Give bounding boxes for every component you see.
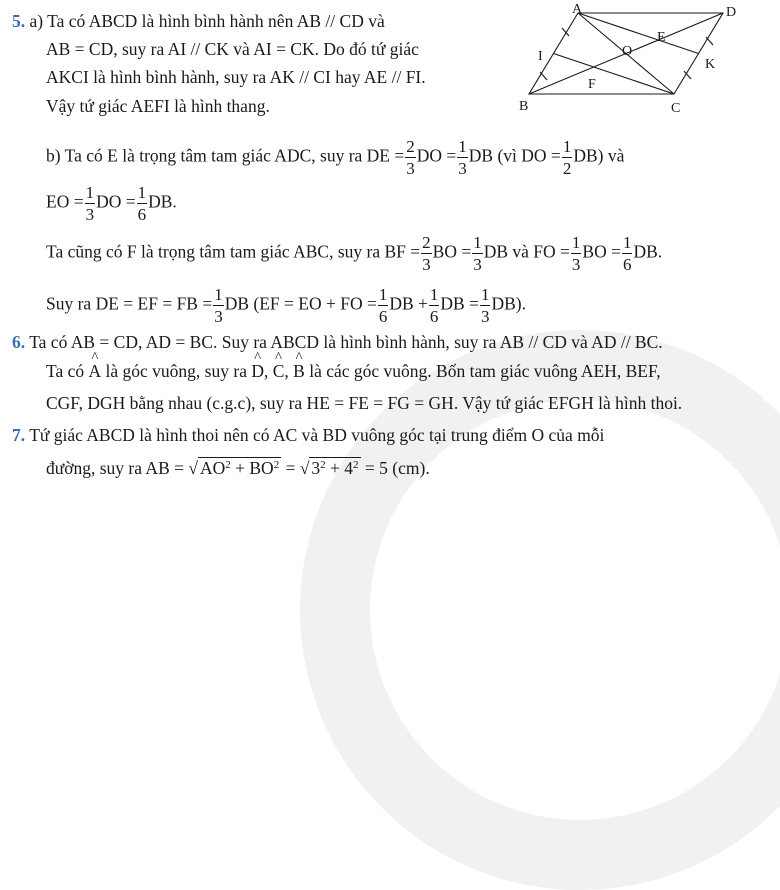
tick-dk — [706, 37, 713, 45]
p5-line-4: Vậy tứ giác AEFI là hình thang. — [46, 96, 270, 116]
label-o: O — [622, 44, 633, 59]
label-b: B — [519, 99, 529, 114]
p5-number: 5. — [12, 11, 26, 31]
label-k: K — [705, 57, 716, 72]
segment-ic — [554, 54, 675, 95]
fraction-1-3: $\frac{1}{3}$ — [480, 285, 490, 326]
label-i: I — [538, 49, 543, 64]
fraction-1-3: $\frac{1}{3}$ — [571, 233, 581, 274]
label-d: D — [726, 5, 737, 20]
p5-line-1 — [12, 10, 385, 32]
fraction-1-6: $\frac{1}{6}$ — [378, 285, 388, 326]
p5-line-2: AB = CD, suy ra AI // CK và AI = CK. Do đó tứ giác — [46, 39, 419, 59]
p5-eo-line: EO = $\frac{1}{3}$ DO = $\frac{1}{6}$ DB. — [46, 183, 177, 224]
fraction-1-3: $\frac{1}{3}$ — [473, 233, 482, 274]
p5-conclusion-line: Suy ra DE = EF = FB = $\frac{1}{3}$ DB (EF = EO + FO = $\frac{1}{6}$ DB + $\frac{1}{6}$ DB = $\frac{1}{3}$ DB). — [46, 285, 526, 326]
tick-ib — [540, 72, 547, 80]
angle-c: ^ C — [273, 360, 285, 382]
label-f: F — [588, 77, 596, 92]
parallelogram-figure — [510, 2, 765, 114]
p5-b-de: DE = — [366, 145, 405, 166]
label-c: C — [671, 101, 681, 114]
fraction-1-6: $\frac{1}{6}$ — [137, 183, 147, 224]
fraction-2-3: $\frac{2}{3}$ — [406, 137, 415, 178]
p5-b-end: DB) và — [573, 145, 625, 166]
sqrt-ao-bo: $AO^2 + BO^2$ — [199, 458, 280, 478]
p5-line-3: AKCI là hình bình hành, suy ra AK // CI hay AE // FI. — [46, 67, 426, 87]
angle-b: ^ B — [293, 360, 305, 382]
fraction-1-3: $\frac{1}{3}$ — [458, 137, 467, 178]
angle-a: ^ A — [89, 360, 102, 382]
fraction-1-6: $\frac{1}{6}$ — [622, 233, 632, 274]
p6-line-2: Ta có ^ A là góc vuông, suy ra ^ D, ^ C, ^ B là các góc vuông. Bốn tam giác vuông AEH, BEF, — [46, 360, 661, 382]
p5-a-text-1: a) Ta có ABCD là hình bình hành nên AB // CD và — [29, 11, 385, 31]
angle-d: ^ D — [251, 360, 264, 382]
label-e: E — [657, 30, 666, 45]
p5-b-text: b) Ta có E là trọng tâm tam giác ADC, suy ra — [46, 145, 363, 166]
p5-b-do: DO = — [416, 145, 457, 166]
fraction-1-3: $\frac{1}{3}$ — [85, 183, 95, 224]
p6-number: 6. — [12, 332, 26, 352]
p6-line-1: 6. Ta có AB = CD, AD = BC. Suy ra ABCD là hình bình hành, suy ra AB // CD và AD // BC. — [12, 332, 663, 352]
p5-b-db: DB (vì DO = — [468, 145, 561, 166]
fraction-1-2: $\frac{1}{2}$ — [562, 137, 572, 178]
p5-bf-line: Ta cũng có F là trọng tâm tam giác ABC, suy ra BF = $\frac{2}{3}$ BO = $\frac{1}{3}$ DB và FO = $\frac{1}{3}$ BO = $\frac{1}{6}$ DB. — [46, 233, 663, 274]
fraction-1-6: $\frac{1}{6}$ — [429, 285, 439, 326]
segment-ak — [578, 13, 699, 54]
p7-number: 7. — [12, 425, 26, 445]
sqrt-3-4: $3^2 + 4^2$ — [311, 458, 359, 478]
watermark-circle — [300, 330, 780, 890]
p7-line-2: đường, suy ra AB = √ $AO^2 + BO^2$ = √ $3^2 + 4^2 = 5$ (cm). — [46, 458, 430, 478]
p6-line-3: CGF, DGH bằng nhau (c.g.c), suy ra HE = FE = FG = GH. Vậy tứ giác EFGH là hình thoi. — [46, 393, 683, 413]
label-a: A — [572, 2, 583, 17]
fraction-2-3: $\frac{2}{3}$ — [422, 233, 431, 274]
p5-b-line-1 — [46, 138, 624, 177]
fraction-1-3: $\frac{1}{3}$ — [214, 285, 223, 326]
p7-line-1: 7. Tứ giác ABCD là hình thoi nên có AC và BD vuông góc tại trung điểm O của mỗi — [12, 425, 605, 445]
